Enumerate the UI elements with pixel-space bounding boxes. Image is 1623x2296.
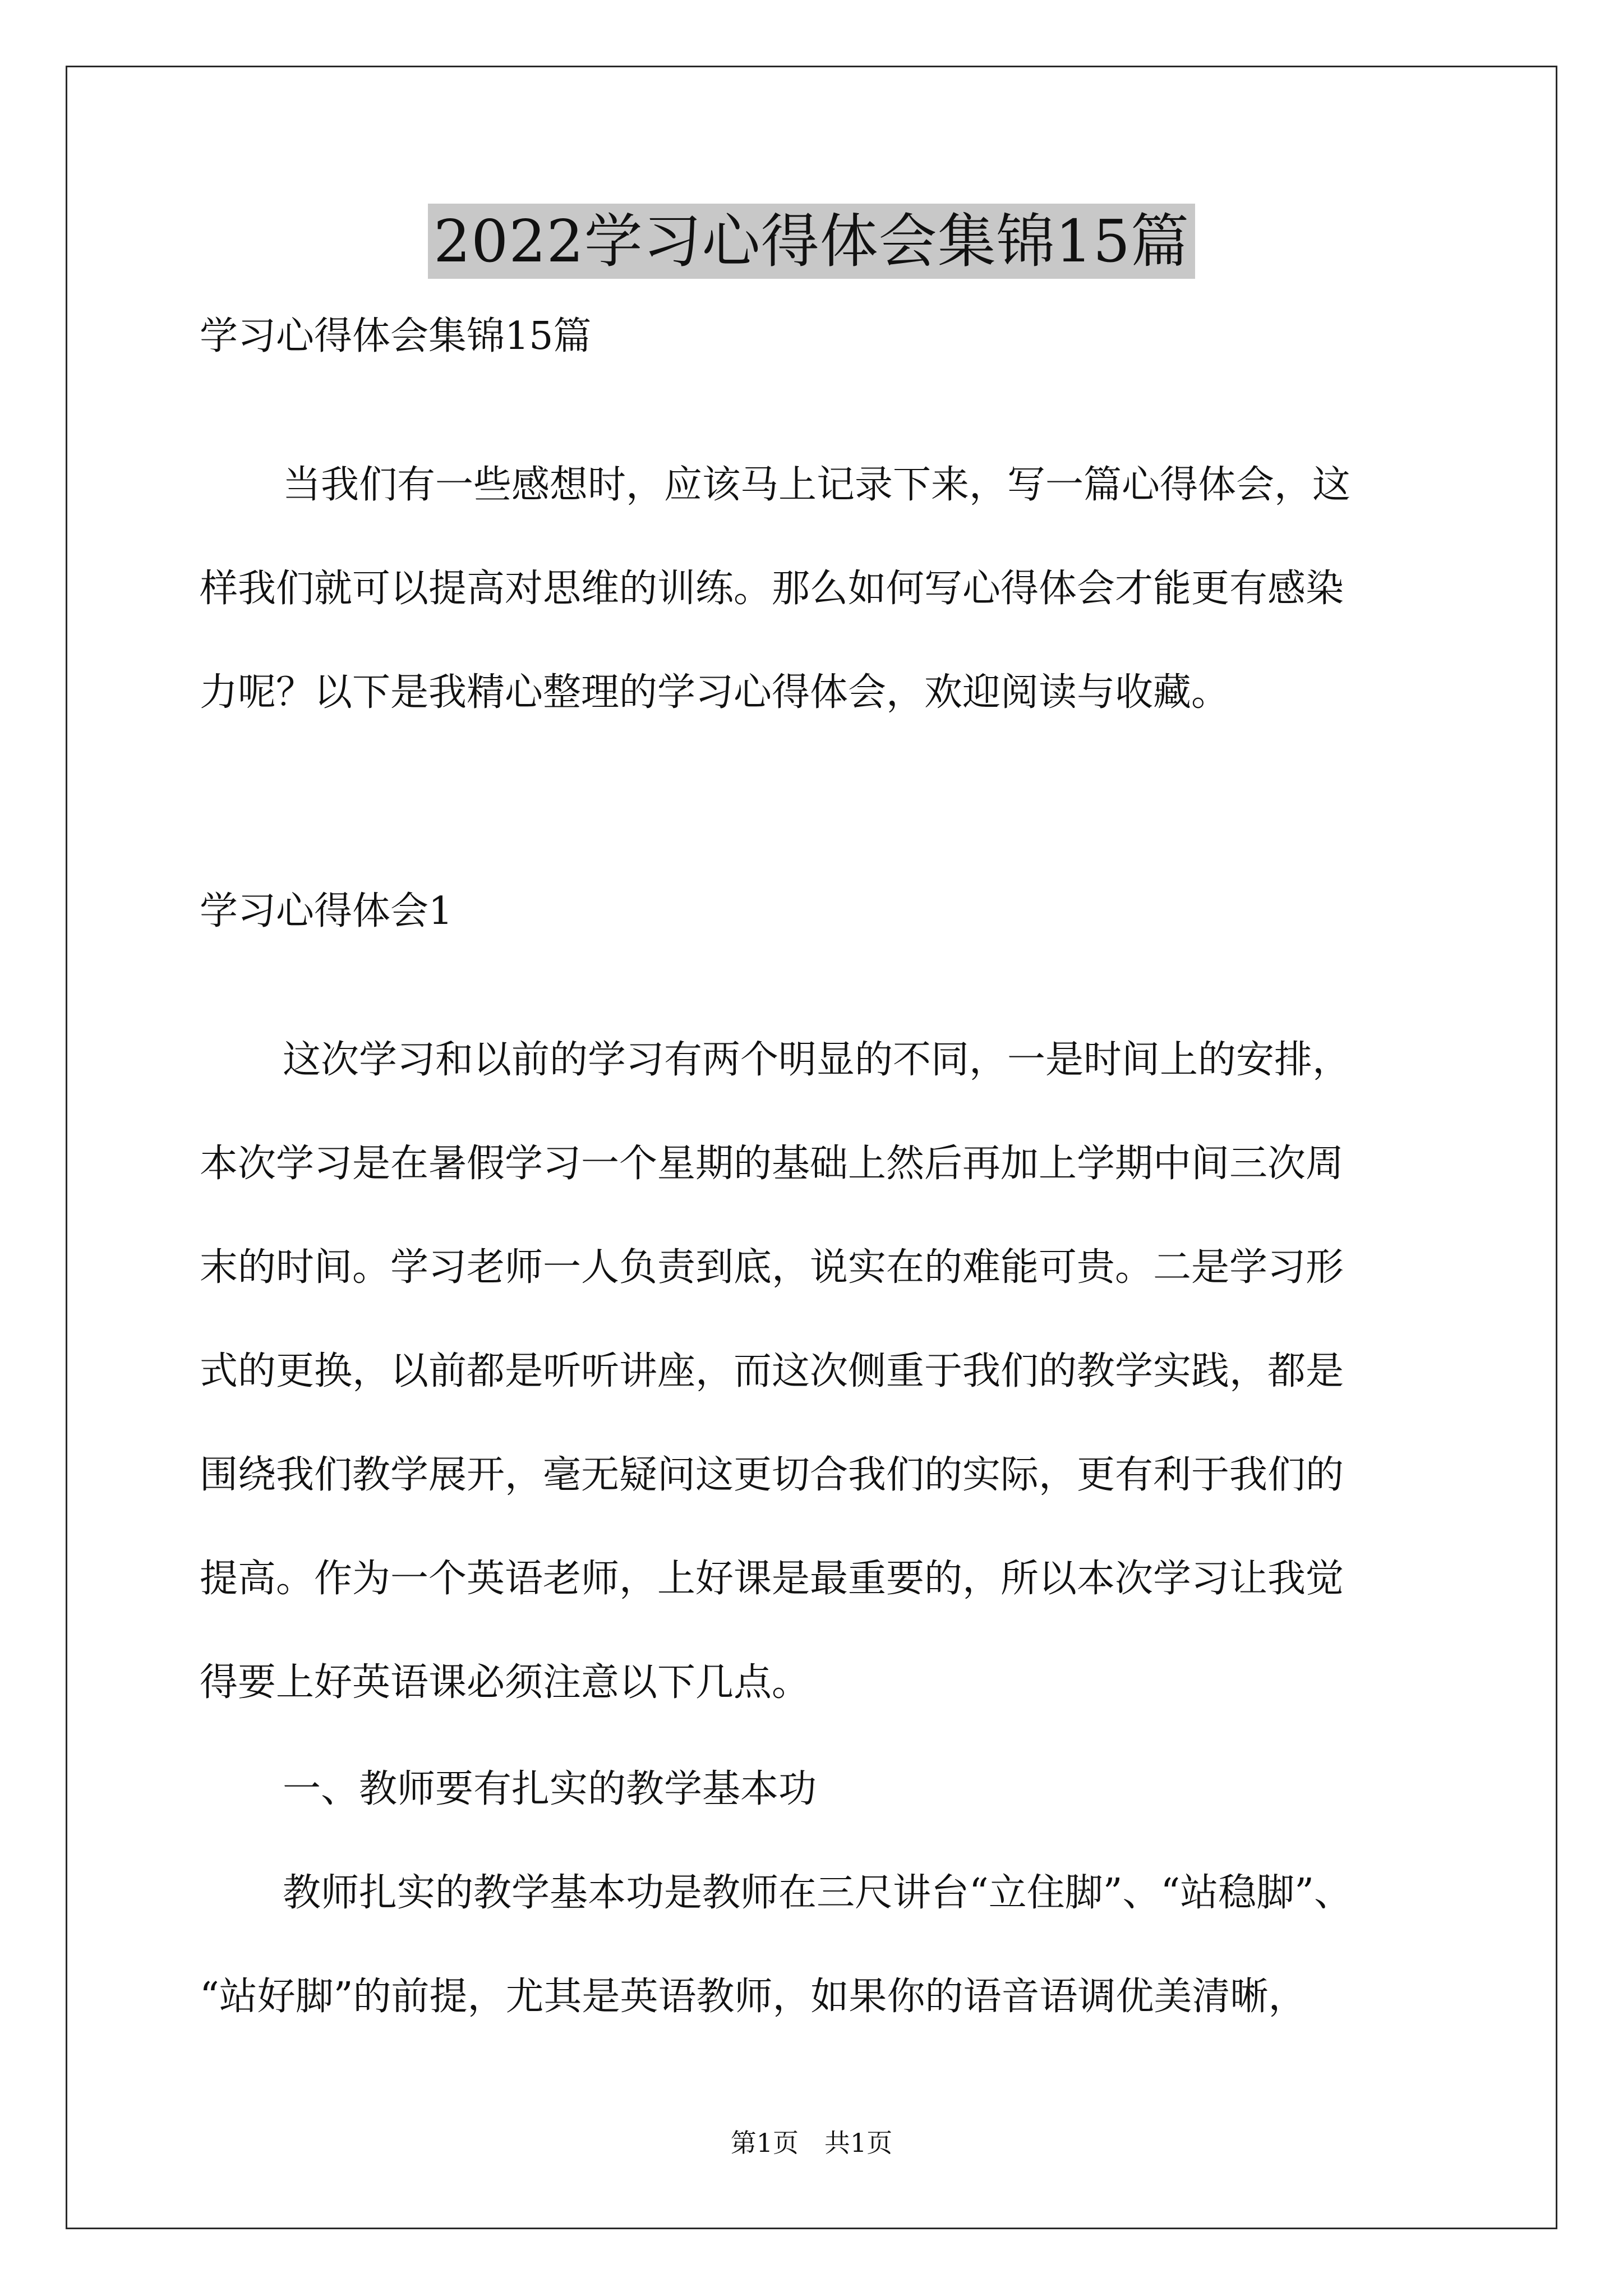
- page-footer: [0, 2126, 1623, 2160]
- paragraph-line: “站好脚”的前提，尤其是英语教师，如果你的语音语调优美清晰，: [200, 1975, 1307, 2019]
- paragraph-line: 提高。作为一个英语老师，上好课是最重要的，所以本次学习让我觉: [200, 1557, 1344, 1601]
- section-heading: 学习心得体会1: [200, 889, 453, 933]
- page-number: 第1页: [730, 2128, 799, 2158]
- paragraph-line: 得要上好英语课必须注意以下几点。: [200, 1660, 810, 1705]
- paragraph-line: 力呢？以下是我精心整理的学习心得体会，欢迎阅读与收藏。: [200, 670, 1230, 715]
- page-total: 共1页: [824, 2128, 893, 2158]
- subtitle-line: 学习心得体会集锦15篇: [200, 314, 592, 358]
- subsection-heading: 一、教师要有扎实的教学基本功: [283, 1767, 817, 1811]
- paragraph-line: 末的时间。学习老师一人负责到底，说实在的难能可贵。二是学习形: [200, 1245, 1344, 1290]
- paragraph-line: 样我们就可以提高对思维的训练。那么如何写心得体会才能更有感染: [200, 567, 1344, 611]
- paragraph-line: 围绕我们教学展开，毫无疑问这更切合我们的实际，更有利于我们的: [200, 1453, 1344, 1497]
- paragraph-line: 本次学习是在暑假学习一个星期的基础上然后再加上学期中间三次周: [200, 1142, 1344, 1186]
- paragraph-line: 这次学习和以前的学习有两个明显的不同，一是时间上的安排，: [283, 1038, 1351, 1082]
- document-title: 2022学习心得体会集锦15篇: [0, 196, 1623, 286]
- paragraph-line: 当我们有一些感想时，应该马上记录下来，写一篇心得体会，这: [283, 463, 1351, 507]
- paragraph-line: 式的更换，以前都是听听讲座，而这次侧重于我们的教学实践，都是: [200, 1349, 1344, 1393]
- paragraph-line: 教师扎实的教学基本功是教师在三尺讲台“立住脚”、“站稳脚”、: [283, 1871, 1353, 1915]
